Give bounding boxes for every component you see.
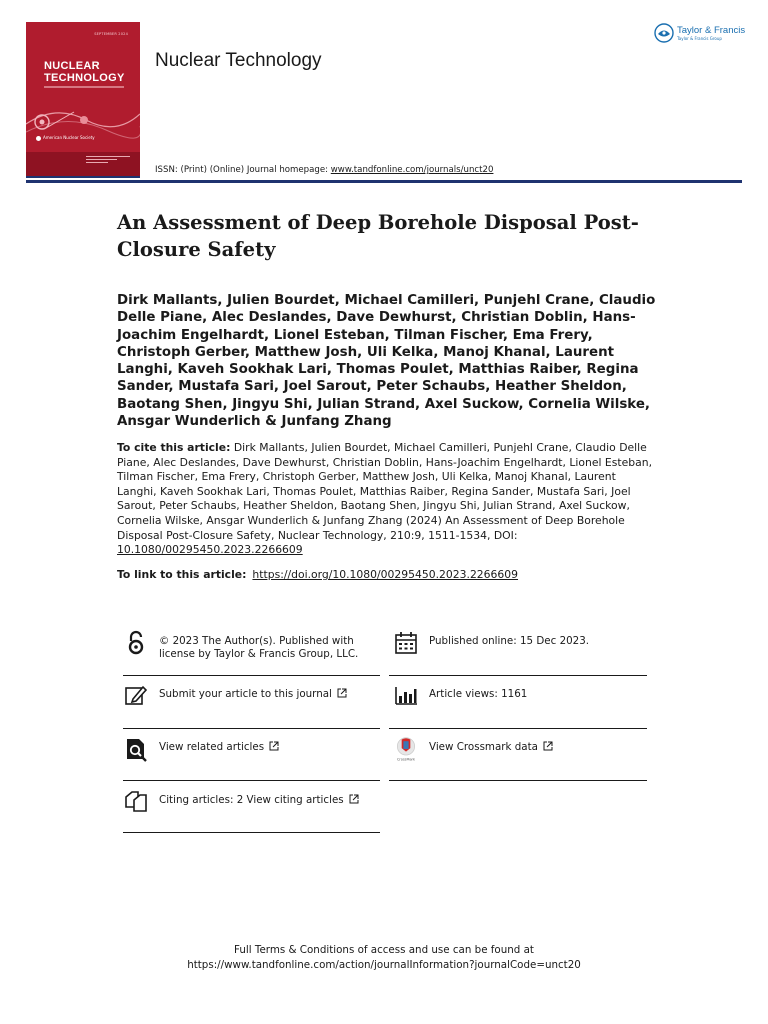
publisher-logo[interactable] — [654, 23, 745, 43]
article-doi-link[interactable]: https://doi.org/10.1080/00295450.2023.2266609 — [252, 568, 519, 581]
search-document-icon — [123, 736, 149, 762]
citing-documents-icon — [123, 789, 149, 815]
cite-text: Dirk Mallants, Julien Bourdet, Michael Camilleri, Punjehl Crane, Claudio Delle Piane, Alec Deslandes, Dave Dewhurst, Christian Doblin, Hans-Joachim Engelhardt, Lionel Esteban, Tilman Fischer, Ema Frery, Christoph Gerber, Matthew Josh, Uli Kelka, Manoj Khanal, Laurent Langhi, Kaveh Sookhak Lari, Thomas Poulet, Matthias Raiber, Regina Sander, Mustafa Sari, Joel Sarout, Peter Schaubs, Heather Sheldon, Baotang Shen, Jingyu Shi, Julian Strand, Axel Suckow, Cornelia Wilske, Ansgar Wunderlich & Junfang Zhang (2024) An Assessment of Deep Borehole Disposal Post-Closure Safety, Nuclear Technology, 210:9, 1511-1534, DOI: — [117, 441, 652, 542]
author-list: Dirk Mallants, Julien Bourdet, Michael Camilleri, Punjehl Crane, Claudio Delle Piane, Alec Deslandes, Dave Dewhurst, Christian Doblin, Hans-Joachim Engelhardt, Lionel Esteban, Tilman Fischer, Ema Frery, Christoph Gerber, Matthew Josh, Uli Kelka, Manoj Khanal, Laurent Langhi, Kaveh Sookhak Lari, Thomas Poulet, Matthias Raiber, Regina Sander, Mustafa Sari, Joel Sarout, Peter Schaubs, Heather Sheldon, Baotang Shen, Jingyu Shi, Julian Strand, Axel Suckow, Cornelia Wilske, Ansgar Wunderlich & Junfang Zhang — [117, 293, 656, 430]
cover-artwork — [26, 100, 140, 140]
issn-label: ISSN: (Print) (Online) Journal homepage: — [155, 165, 331, 175]
cover-divider — [44, 86, 124, 88]
calendar-icon — [393, 630, 419, 656]
crossmark-link[interactable]: CrossMark View Crossmark data — [393, 736, 643, 762]
grid-divider — [123, 728, 380, 729]
grid-divider — [123, 780, 380, 781]
external-link-icon — [543, 741, 553, 751]
footer-terms-link[interactable]: https://www.tandfonline.com/action/journalInformation?journalCode=unct20 — [187, 958, 581, 971]
bar-chart-icon — [393, 683, 419, 709]
external-link-icon — [337, 688, 347, 698]
terms-footer — [0, 943, 768, 972]
grid-divider — [389, 728, 647, 729]
cover-date: SEPTEMBER 2024 — [94, 32, 128, 36]
external-link-icon — [269, 741, 279, 751]
publisher-name: Taylor & Francis — [677, 24, 746, 36]
grid-divider — [389, 780, 647, 781]
cover-title: NUCLEAR TECHNOLOGY — [44, 60, 125, 84]
citation-block — [117, 441, 657, 558]
grid-divider — [123, 832, 380, 833]
cite-doi-link[interactable]: 10.1080/00295450.2023.2266609 — [117, 543, 303, 557]
journal-name: Nuclear Technology — [155, 50, 322, 71]
crossmark-icon — [393, 736, 419, 762]
cover-underline — [26, 176, 140, 178]
article-title: An Assessment of Deep Borehole Disposal Post-Closure Safety — [117, 211, 639, 261]
footer-line-1: Full Terms & Conditions of access and use can be found at — [234, 944, 534, 956]
link-label: To link to this article: — [117, 568, 247, 581]
grid-divider — [389, 675, 647, 676]
cite-label: To cite this article: — [117, 441, 231, 454]
grid-divider — [123, 675, 380, 676]
issn-line — [155, 165, 493, 175]
cover-society: American Nuclear Society — [36, 135, 95, 141]
cover-fineprint — [86, 156, 130, 163]
submit-article-link[interactable]: Submit your article to this journal — [123, 683, 373, 709]
open-access-license: © 2023 The Author(s). Published with license by Taylor & Francis Group, LLC. — [123, 630, 373, 661]
taylor-francis-icon — [654, 23, 674, 43]
external-link-icon — [349, 794, 359, 804]
edit-icon — [123, 683, 149, 709]
article-link-line — [117, 568, 518, 581]
journal-cover-image — [26, 22, 140, 176]
journal-homepage-link[interactable]: www.tandfonline.com/journals/unct20 — [330, 165, 494, 175]
article-views: Article views: 1161 — [393, 683, 643, 709]
open-access-icon — [123, 630, 149, 656]
related-articles-link[interactable]: View related articles — [123, 736, 373, 762]
citing-articles-link[interactable]: Citing articles: 2 View citing articles — [123, 789, 373, 815]
publisher-group: Taylor & Francis Group — [677, 35, 722, 41]
crossmark-logo-text: CrossMark — [397, 757, 415, 762]
published-date: Published online: 15 Dec 2023. — [393, 630, 643, 656]
header-divider — [26, 180, 742, 183]
